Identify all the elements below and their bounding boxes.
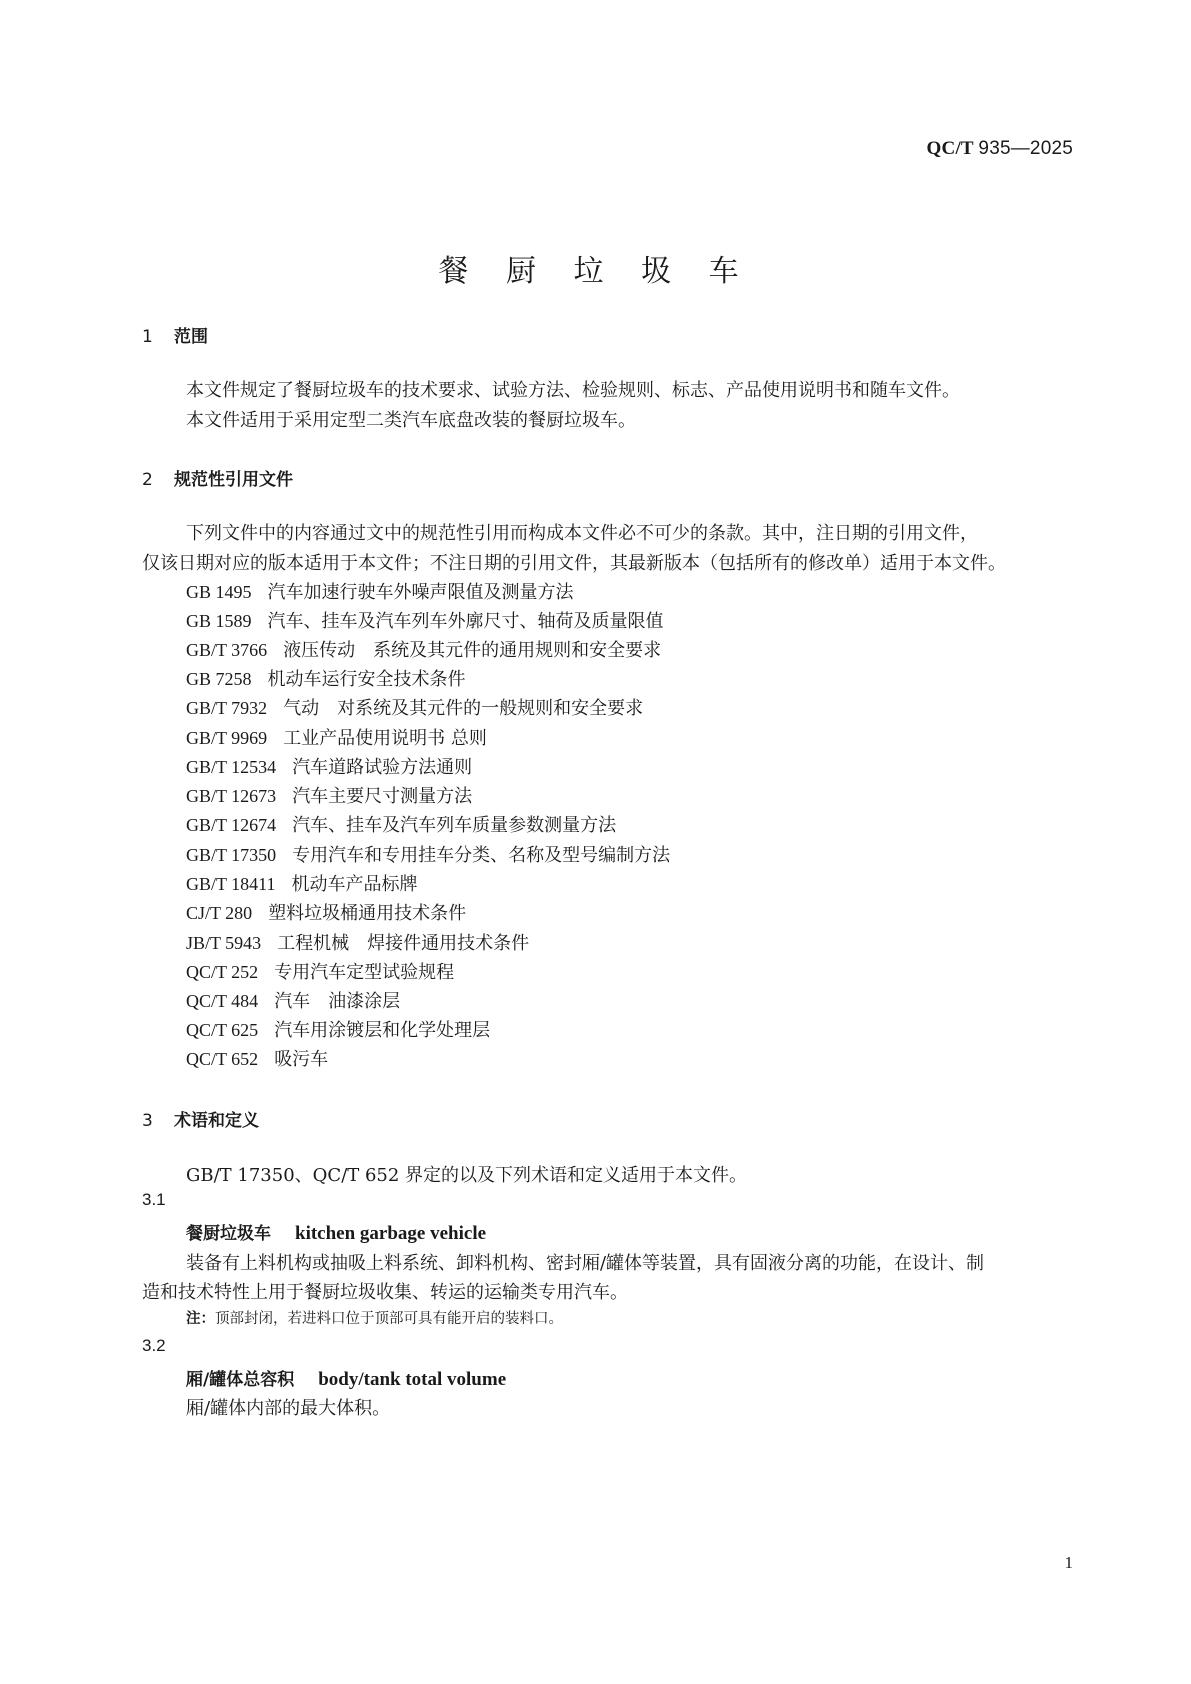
reference-name: 工程机械 焊接件通用技术条件 bbox=[277, 933, 530, 954]
paragraph: 仅该日期对应的版本适用于本文件；不注日期的引用文件，其最新版本（包括所有的修改单）适用于本文件。 bbox=[142, 553, 1006, 574]
section-heading-normative-references bbox=[142, 465, 293, 490]
reference-item bbox=[186, 607, 664, 633]
term-en: body/tank total volume bbox=[318, 1369, 507, 1390]
reference-name: 机动车运行安全技术条件 bbox=[267, 669, 466, 690]
term-definition: 装备有上料机构或抽吸上料系统、卸料机构、密封厢/罐体等装置，具有固液分离的功能，在设计、制 bbox=[186, 1253, 985, 1274]
reference-item bbox=[186, 929, 529, 955]
reference-code: GB/T 12534 bbox=[186, 757, 277, 777]
reference-item bbox=[186, 636, 661, 662]
section-number: 3 bbox=[142, 1111, 153, 1131]
paragraph: 本文件适用于采用定型二类汽车底盘改装的餐厨垃圾车。 bbox=[186, 410, 636, 431]
reference-code: QC/T 484 bbox=[186, 991, 259, 1011]
reference-code: GB/T 12673 bbox=[186, 786, 277, 806]
standard-code bbox=[927, 138, 1073, 160]
clause-number: 3.2 bbox=[142, 1336, 166, 1355]
reference-name: 汽车、挂车及汽车列车质量参数测量方法 bbox=[292, 815, 617, 836]
section-heading-terms-definitions bbox=[142, 1106, 259, 1131]
reference-code: QC/T 252 bbox=[186, 962, 259, 982]
reference-item bbox=[186, 694, 643, 720]
section-heading-scope bbox=[142, 322, 208, 347]
reference-item bbox=[186, 841, 670, 867]
reference-item bbox=[186, 1045, 328, 1071]
reference-item bbox=[186, 782, 472, 808]
paragraph: 下列文件中的内容通过文中的规范性引用而构成本文件必不可少的条款。其中，注日期的引用文件， bbox=[186, 523, 978, 544]
reference-name: 汽车 油漆涂层 bbox=[274, 991, 401, 1012]
reference-name: 专用汽车定型试验规程 bbox=[274, 962, 455, 983]
reference-name: 汽车用涂镀层和化学处理层 bbox=[274, 1020, 491, 1041]
section-title: 术语和定义 bbox=[174, 1111, 259, 1131]
section-title: 范围 bbox=[174, 327, 208, 347]
reference-name: 液压传动 系统及其元件的通用规则和安全要求 bbox=[283, 640, 662, 661]
term-note bbox=[186, 1307, 563, 1328]
section-number: 1 bbox=[142, 327, 153, 347]
reference-code: CJ/T 280 bbox=[186, 903, 253, 923]
reference-code: GB 1495 bbox=[186, 582, 252, 602]
reference-code: JB/T 5943 bbox=[186, 933, 262, 953]
reference-item bbox=[186, 987, 400, 1013]
section-number: 2 bbox=[142, 470, 153, 490]
reference-name: 汽车主要尺寸测量方法 bbox=[292, 786, 473, 807]
term-zh: 餐厨垃圾车 bbox=[186, 1224, 271, 1244]
reference-name: 工业产品使用说明书 总则 bbox=[283, 728, 487, 749]
reference-code: GB/T 7932 bbox=[186, 698, 268, 718]
reference-name: 专用汽车和专用挂车分类、名称及型号编制方法 bbox=[292, 845, 671, 866]
standard-code-number: 935—2025 bbox=[978, 138, 1073, 159]
paragraph: 本文件规定了餐厨垃圾车的技术要求、试验方法、检验规则、标志、产品使用说明书和随车文件。 bbox=[186, 380, 960, 401]
reference-name: 塑料垃圾桶通用技术条件 bbox=[268, 903, 467, 924]
term-en: kitchen garbage vehicle bbox=[295, 1223, 487, 1244]
reference-name: 汽车道路试验方法通则 bbox=[292, 757, 473, 778]
reference-code: GB 1589 bbox=[186, 611, 252, 631]
term-entry bbox=[186, 1219, 486, 1245]
document-title: 餐 厨 垃 圾 车 bbox=[438, 254, 753, 289]
reference-name: 气动 对系统及其元件的一般规则和安全要求 bbox=[283, 698, 644, 719]
term-entry bbox=[186, 1365, 506, 1391]
reference-name: 汽车加速行驶车外噪声限值及测量方法 bbox=[267, 582, 574, 603]
note-text: 顶部封闭，若进料口位于顶部可具有能开启的装料口。 bbox=[215, 1311, 563, 1327]
reference-name: 吸污车 bbox=[274, 1049, 329, 1070]
reference-item bbox=[186, 811, 616, 837]
reference-item bbox=[186, 665, 466, 691]
reference-item bbox=[186, 724, 487, 750]
reference-code: GB 7258 bbox=[186, 669, 252, 689]
term-zh: 厢/罐体总容积 bbox=[186, 1370, 295, 1390]
reference-code: QC/T 652 bbox=[186, 1049, 259, 1069]
reference-code: GB/T 17350 bbox=[186, 845, 277, 865]
reference-code: GB/T 9969 bbox=[186, 728, 268, 748]
note-label: 注： bbox=[186, 1311, 215, 1327]
reference-item bbox=[186, 958, 454, 984]
reference-item bbox=[186, 1016, 490, 1042]
term-definition: 厢/罐体内部的最大体积。 bbox=[186, 1398, 391, 1419]
reference-code: QC/T 625 bbox=[186, 1020, 259, 1040]
term-definition: 造和技术特性上用于餐厨垃圾收集、转运的运输类专用汽车。 bbox=[142, 1282, 628, 1303]
paragraph: GB/T 17350、QC/T 652 界定的以及下列术语和定义适用于本文件。 bbox=[186, 1165, 748, 1186]
reference-item bbox=[186, 578, 574, 604]
reference-code: GB/T 3766 bbox=[186, 640, 268, 660]
reference-item bbox=[186, 870, 418, 896]
reference-item bbox=[186, 753, 472, 779]
reference-code: GB/T 18411 bbox=[186, 874, 276, 894]
reference-item bbox=[186, 899, 466, 925]
page-number: 1 bbox=[1064, 1553, 1073, 1572]
standard-code-prefix: QC/T bbox=[926, 138, 974, 159]
reference-name: 机动车产品标牌 bbox=[291, 874, 418, 895]
section-title: 规范性引用文件 bbox=[174, 470, 293, 490]
reference-name: 汽车、挂车及汽车列车外廓尺寸、轴荷及质量限值 bbox=[267, 611, 664, 632]
reference-code: GB/T 12674 bbox=[186, 815, 277, 835]
clause-number: 3.1 bbox=[142, 1190, 166, 1209]
